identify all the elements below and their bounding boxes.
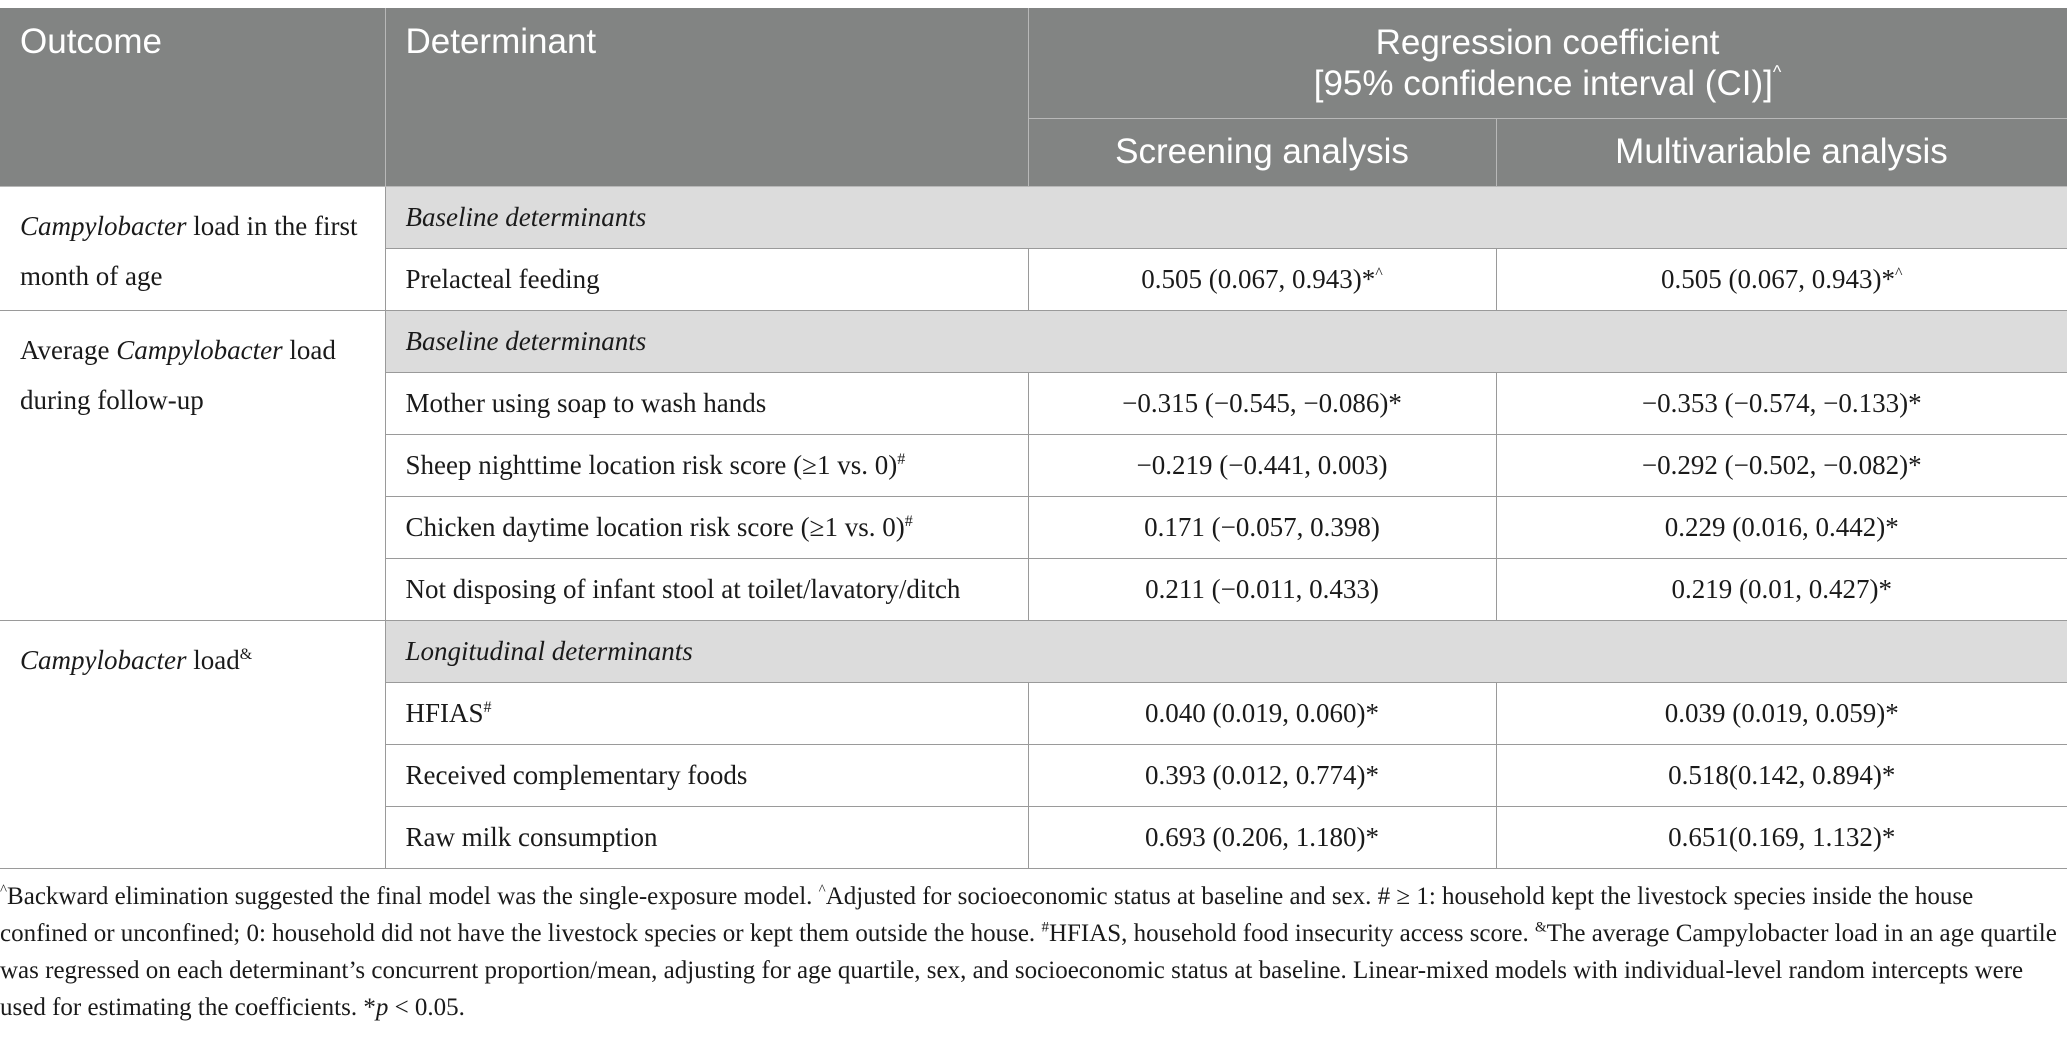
multivariable-cell: 0.651(0.169, 1.132)* [1496,806,2067,868]
multivariable-cell: 0.039 (0.019, 0.059)* [1496,682,2067,744]
outcome-cell: Average Campylobacter load during follow-up [0,310,385,620]
multivariable-cell: −0.353 (−0.574, −0.133)* [1496,372,2067,434]
determinant-cell: Not disposing of infant stool at toilet/lavatory/ditch [385,558,1028,620]
screening-cell: 0.505 (0.067, 0.943)*^ [1028,248,1496,310]
outcome-cell: Campylobacter load in the first month of age [0,186,385,310]
determinant-cell: Raw milk consumption [385,806,1028,868]
header-multivariable-analysis: Multivariable analysis [1496,118,2067,186]
header-screening-analysis: Screening analysis [1028,118,1496,186]
multivariable-cell: 0.505 (0.067, 0.943)*^ [1496,248,2067,310]
screening-cell: 0.171 (−0.057, 0.398) [1028,496,1496,558]
determinant-cell: Chicken daytime location risk score (≥1 vs. 0)# [385,496,1028,558]
header-outcome: Outcome [0,8,385,186]
section-row [0,310,2067,372]
determinant-cell: Mother using soap to wash hands [385,372,1028,434]
multivariable-cell: 0.518(0.142, 0.894)* [1496,744,2067,806]
multivariable-cell: 0.229 (0.016, 0.442)* [1496,496,2067,558]
determinant-cell: Sheep nighttime location risk score (≥1 vs. 0)# [385,434,1028,496]
header-regression-line1: Regression coefficient [1375,23,1720,62]
screening-cell: 0.211 (−0.011, 0.433) [1028,558,1496,620]
header-regression-sup: ^ [1772,62,1782,83]
screening-cell: 0.393 (0.012, 0.774)* [1028,744,1496,806]
section-label: Baseline determinants [385,310,2067,372]
multivariable-cell: 0.219 (0.01, 0.427)* [1496,558,2067,620]
screening-cell: 0.693 (0.206, 1.180)* [1028,806,1496,868]
determinant-cell: Prelacteal feeding [385,248,1028,310]
screening-cell: 0.040 (0.019, 0.060)* [1028,682,1496,744]
determinant-cell: HFIAS# [385,682,1028,744]
table-footnote: ^Backward elimination suggested the final model was the single-exposure model. ^Adjusted for socioeconomic status at baseline and sex. # ≥ 1: household kept the livestock species inside the house confined or unconfined; 0: household did not have the livestock species or kept them outside the house. #HFIAS, household food insecurity access score. &The average Campylobacter load in an age quartile was regressed on each determinant’s concurrent proportion/mean, adjusting for age quartile, sex, and socioeconomic status at baseline. Linear-mixed models with individual-level random intercepts were used for estimating the coefficients. *p < 0.05. [0,882,2057,1021]
header-regression-coefficient [1028,8,2067,118]
header-regression-line2: [95% confidence interval (CI)]^ [1313,62,1782,103]
screening-cell: −0.315 (−0.545, −0.086)* [1028,372,1496,434]
determinant-cell: Received complementary foods [385,744,1028,806]
table-body [0,186,2067,868]
section-row [0,620,2067,682]
section-label: Longitudinal determinants [385,620,2067,682]
section-label: Baseline determinants [385,186,2067,248]
screening-cell: −0.219 (−0.441, 0.003) [1028,434,1496,496]
regression-table [0,8,2067,869]
table-header [0,8,2067,186]
outcome-cell: Campylobacter load& [0,620,385,868]
header-determinant: Determinant [385,8,1028,186]
multivariable-cell: −0.292 (−0.502, −0.082)* [1496,434,2067,496]
section-row [0,186,2067,248]
